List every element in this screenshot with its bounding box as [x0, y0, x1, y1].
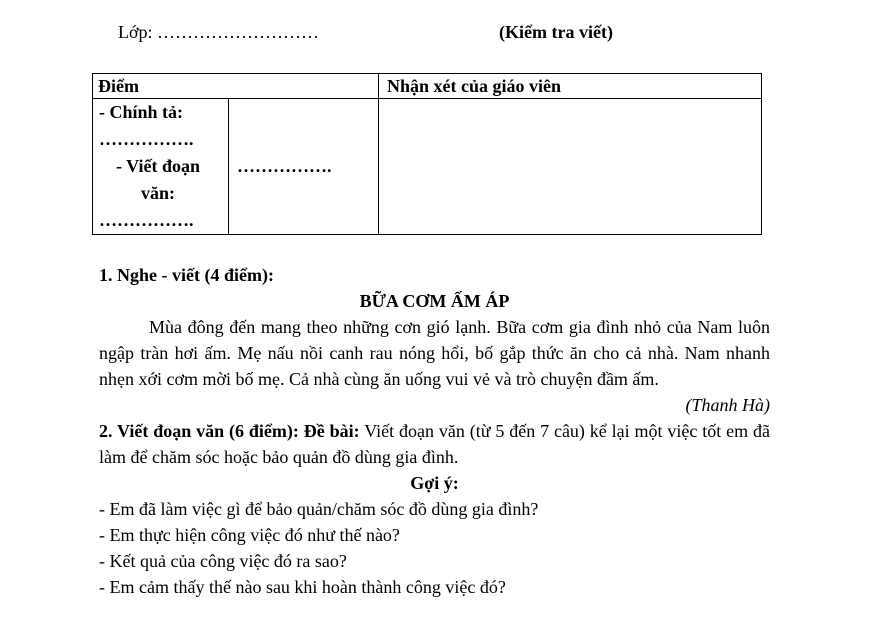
- paragraph-score-dots: …………….: [99, 210, 194, 230]
- class-field-label: Lớp: ………………………: [118, 22, 320, 42]
- paragraph-label-line2: văn:: [140, 183, 175, 203]
- story-author: (Thanh Hà): [685, 395, 770, 415]
- score-breakdown-cell: [93, 99, 229, 235]
- total-score-dots: …………….: [237, 156, 332, 176]
- section2-title: 2. Viết đoạn văn (6 điểm): Đề bài:: [99, 421, 360, 441]
- spelling-label: - Chính tả:: [99, 102, 184, 122]
- hint-item: - Em thực hiện công việc đó như thế nào?: [99, 525, 400, 545]
- story-title: BỮA CƠM ẤM ÁP: [359, 291, 510, 311]
- section1-title: 1. Nghe - viết (4 điểm):: [99, 265, 274, 285]
- section2-prompt: Viết đoạn văn (từ 5 đến 7 câu) kể lại một việc tốt em đã làm để chăm sóc hoặc bảo quản đồ dùng gia đình.: [99, 421, 771, 467]
- score-column-header: Điểm: [93, 74, 379, 99]
- total-score-cell: [229, 99, 379, 235]
- teacher-comment-header: Nhận xét của giáo viên: [379, 74, 762, 99]
- hint-item: - Em đã làm việc gì để bảo quản/chăm sóc đồ dùng gia đình?: [99, 499, 539, 519]
- exam-content: [99, 262, 770, 600]
- hint-title: Gợi ý:: [410, 473, 459, 493]
- hint-item: - Em cảm thấy thế nào sau khi hoàn thành công việc đó?: [99, 577, 506, 597]
- test-type-title: (Kiểm tra viết): [499, 22, 613, 42]
- teacher-comment-cell: [379, 99, 762, 235]
- story-paragraph: Mùa đông đến mang theo những cơn gió lạnh. Bữa cơm gia đình nhỏ của Nam luôn ngập tràn hơi ấm. Mẹ nấu nồi canh rau nóng hổi, bố gắp thức ăn cho cả nhà. Nam nhanh nhẹn xới cơm mời bố mẹ. Cả nhà cùng ăn uống vui vẻ và trò chuyện đầm ấm.: [99, 317, 770, 389]
- spelling-score-dots: …………….: [99, 129, 194, 149]
- score-table: [92, 73, 762, 235]
- section2-block: [99, 418, 770, 470]
- hint-item: - Kết quả của công việc đó ra sao?: [99, 551, 347, 571]
- paragraph-label-line1: - Viết đoạn: [115, 156, 200, 176]
